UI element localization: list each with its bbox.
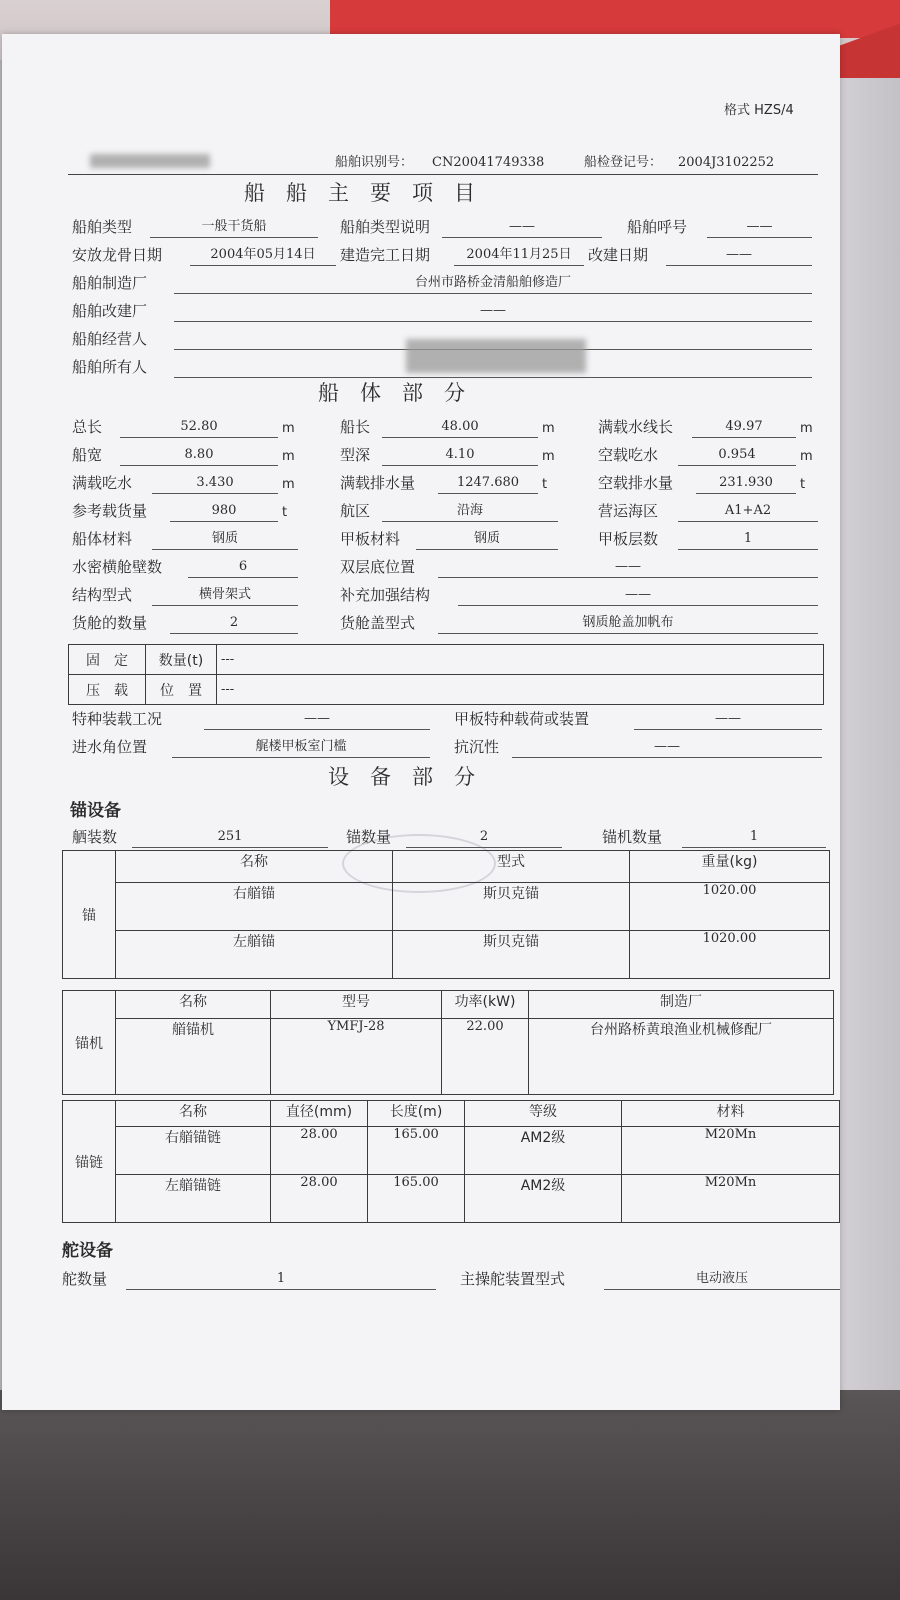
- op-area-value: A1+A2: [724, 503, 772, 518]
- light-disp-label: 空载排水量: [598, 474, 674, 492]
- windlass-table: [62, 990, 834, 1095]
- anchor-count-label: 锚数量: [346, 828, 392, 846]
- beam-label: 船宽: [72, 446, 103, 464]
- keel-date-value: 2004年05月14日: [210, 247, 316, 262]
- windlass-power: 22.00: [442, 1019, 529, 1095]
- windlass-model: YMFJ-28: [271, 1019, 442, 1095]
- full-draft-unit: m: [282, 477, 295, 492]
- windlass-name: 艏锚机: [116, 1019, 271, 1095]
- loa-value: 52.80: [180, 419, 218, 434]
- special-load-label: 特种装载工况: [72, 710, 163, 728]
- underline: [666, 265, 812, 266]
- anchor-row-2-weight: 1020.00: [630, 931, 830, 979]
- underline: [190, 265, 336, 266]
- full-draft-label: 满载吃水: [72, 474, 133, 492]
- underline: [696, 493, 796, 494]
- special-load-value: ——: [304, 711, 330, 726]
- full-disp-value: 1247.680: [456, 475, 520, 490]
- underline: [454, 265, 584, 266]
- chain-header-length: 长度(m): [368, 1101, 465, 1127]
- chain-row-2-grade: AM2级: [465, 1175, 622, 1223]
- flood-angle-value: 艉楼甲板室门槛: [255, 739, 347, 754]
- full-draft-value: 3.430: [196, 475, 234, 490]
- underline: [170, 521, 278, 522]
- area-label: 航区: [340, 502, 371, 520]
- underline: [204, 729, 430, 730]
- section-equipment-title: 设 备 部 分: [328, 765, 475, 789]
- beam-value: 8.80: [184, 447, 214, 462]
- chain-row-1-length: 165.00: [368, 1127, 465, 1175]
- full-disp-unit: t: [542, 477, 548, 492]
- keel-date-label: 安放龙骨日期: [72, 246, 163, 264]
- chain-row-1-name: 右艏锚链: [116, 1127, 271, 1175]
- underline: [132, 847, 328, 848]
- flood-angle-label: 进水角位置: [72, 738, 148, 756]
- area-value: 沿海: [456, 503, 483, 518]
- unsinkable-value: ——: [654, 739, 680, 754]
- ballast-title-2: 压 载: [69, 675, 146, 705]
- chain-table: [62, 1100, 840, 1223]
- structure-label: 结构型式: [72, 586, 133, 604]
- underline: [174, 321, 812, 322]
- anchor-header-name: 名称: [116, 851, 393, 883]
- hatch-label: 货舱盖型式: [340, 614, 416, 632]
- underline: [416, 549, 558, 550]
- anchor-row-1-name: 右艏锚: [116, 883, 393, 931]
- chain-header-grade: 等级: [465, 1101, 622, 1127]
- anchor-row-2-type: 斯贝克锚: [393, 931, 630, 979]
- rudder-count-value: 1: [276, 1271, 286, 1286]
- windlass-header-maker: 制造厂: [529, 991, 834, 1019]
- holds-label: 货舱的数量: [72, 614, 148, 632]
- lwl-value: 49.97: [725, 419, 763, 434]
- underline: [382, 521, 558, 522]
- structure-value: 横骨架式: [198, 587, 251, 602]
- light-disp-unit: t: [800, 477, 806, 492]
- complete-date-value: 2004年11月25日: [466, 247, 572, 262]
- depth-label: 型深: [340, 446, 371, 464]
- redacted-owner: [406, 339, 586, 373]
- unsinkable-label: 抗沉性: [454, 738, 500, 756]
- ship-id-label: 船舶识别号：: [335, 155, 414, 170]
- underline: [382, 465, 538, 466]
- chain-row-2-length: 165.00: [368, 1175, 465, 1223]
- loa-label: 总长: [72, 418, 103, 436]
- table-row: [63, 1127, 840, 1175]
- anchor-row-2-name: 左艏锚: [116, 931, 393, 979]
- chain-header-name: 名称: [116, 1101, 271, 1127]
- deck-layers-value: 1: [743, 531, 753, 546]
- underline: [172, 757, 430, 758]
- cargo-label: 参考载货量: [72, 502, 148, 520]
- rebuild-date-label: 改建日期: [588, 246, 649, 264]
- table-row: [63, 1019, 834, 1095]
- underline: [458, 605, 818, 606]
- underline: [678, 521, 818, 522]
- chain-row-2-material: M20Mn: [622, 1175, 840, 1223]
- complete-date-label: 建造完工日期: [340, 246, 431, 264]
- underline: [604, 1289, 840, 1290]
- underline: [682, 847, 826, 848]
- windlass-side-label: 锚机: [63, 991, 116, 1095]
- call-sign-value: ——: [746, 219, 773, 234]
- windlass-header-model: 型号: [271, 991, 442, 1019]
- underline: [707, 237, 812, 238]
- steering-gear-label: 主操舵装置型式: [460, 1270, 566, 1288]
- op-area-label: 营运海区: [598, 502, 659, 520]
- chain-row-2-diameter: 28.00: [271, 1175, 368, 1223]
- underline: [170, 633, 298, 634]
- outfit-number-label: 舾装数: [72, 828, 118, 846]
- underline: [152, 549, 298, 550]
- ballast-table: [68, 644, 824, 705]
- deck-material-value: 钢质: [473, 531, 500, 546]
- bulkheads-value: 6: [238, 559, 248, 574]
- windlass-count-label: 锚机数量: [602, 828, 663, 846]
- ship-type-value: 一般干货船: [201, 219, 267, 234]
- ballast-pos-label: 位 置: [146, 675, 217, 705]
- windlass-maker: 台州路桥黄琅渔业机械修配厂: [529, 1019, 834, 1095]
- rebuild-date-value: ——: [726, 247, 752, 262]
- table-row: [63, 931, 830, 979]
- form-page: [2, 34, 840, 1410]
- chain-row-2-name: 左艏锚链: [116, 1175, 271, 1223]
- builder-value: 台州市路桥金清船舶修造厂: [414, 275, 571, 290]
- underline: [188, 577, 298, 578]
- ship-id-value: CN20041749338: [432, 155, 545, 170]
- underline: [150, 237, 318, 238]
- table-row: [63, 883, 830, 931]
- loa-unit: m: [282, 421, 295, 436]
- windlass-count-value: 1: [749, 829, 759, 844]
- registration-value: 2004J3102252: [678, 155, 775, 170]
- registration-label: 船检登记号：: [584, 155, 663, 170]
- lwl-label: 满载水线长: [598, 418, 674, 436]
- underline: [382, 437, 538, 438]
- chain-row-1-grade: AM2级: [465, 1127, 622, 1175]
- hull-material-label: 船体材料: [72, 530, 133, 548]
- hatch-value: 钢质舱盖加帆布: [582, 615, 674, 630]
- hull-material-value: 钢质: [211, 531, 238, 546]
- operator-label: 船舶经营人: [72, 330, 148, 348]
- underline: [438, 633, 818, 634]
- full-disp-label: 满载排水量: [340, 474, 416, 492]
- underline: [438, 493, 538, 494]
- lpp-label: 船长: [340, 418, 371, 436]
- underline: [174, 293, 812, 294]
- bulkheads-label: 水密横舱壁数: [72, 558, 163, 576]
- redacted-header: [90, 154, 210, 168]
- section-main-title: 船 船 主 要 项 目: [244, 181, 475, 205]
- underline: [152, 605, 298, 606]
- rebuilder-label: 船舶改建厂: [72, 302, 148, 320]
- anchor-count-value: 2: [479, 829, 489, 844]
- header-rule: [68, 174, 818, 175]
- underline: [120, 437, 278, 438]
- chain-row-1-material: M20Mn: [622, 1127, 840, 1175]
- ballast-qty-value: ---: [217, 645, 824, 675]
- holds-value: 2: [229, 615, 239, 630]
- reinforce-label: 补充加强结构: [340, 586, 431, 604]
- anchor-equipment-title: 锚设备: [70, 801, 121, 821]
- light-draft-value: 0.954: [718, 447, 756, 462]
- anchor-side-label: 锚: [63, 851, 116, 979]
- underline: [634, 729, 822, 730]
- windlass-header-power: 功率(kW): [442, 991, 529, 1019]
- underline: [442, 237, 602, 238]
- underline: [120, 465, 278, 466]
- chain-row-1-diameter: 28.00: [271, 1127, 368, 1175]
- chain-header-material: 材料: [622, 1101, 840, 1127]
- anchor-row-1-weight: 1020.00: [630, 883, 830, 931]
- chain-header-diameter: 直径(mm): [271, 1101, 368, 1127]
- windlass-header-name: 名称: [116, 991, 271, 1019]
- reinforce-value: ——: [625, 587, 651, 602]
- builder-label: 船舶制造厂: [72, 274, 148, 292]
- beam-unit: m: [282, 449, 295, 464]
- underline: [126, 1289, 436, 1290]
- ballast-pos-value: ---: [217, 675, 824, 705]
- ship-type-desc-value: ——: [509, 219, 535, 234]
- depth-value: 4.10: [445, 447, 475, 462]
- cargo-value: 980: [211, 503, 237, 518]
- lpp-value: 48.00: [441, 419, 479, 434]
- ship-type-label: 船舶类型: [72, 218, 133, 236]
- section-hull-title: 船 体 部 分: [318, 381, 465, 405]
- underline: [678, 549, 818, 550]
- underline: [678, 465, 796, 466]
- background-red-folder: [330, 0, 900, 38]
- anchor-table: [62, 850, 830, 979]
- deck-load-label: 甲板特种载荷或装置: [454, 710, 590, 728]
- form-code: 格式 HZS/4: [724, 103, 794, 118]
- underline: [512, 757, 822, 758]
- double-bottom-value: ——: [615, 559, 641, 574]
- light-disp-value: 231.930: [719, 475, 773, 490]
- rebuilder-value: ——: [480, 303, 506, 318]
- table-row: [63, 1175, 840, 1223]
- light-draft-label: 空载吃水: [598, 446, 659, 464]
- rudder-count-label: 舵数量: [62, 1270, 108, 1288]
- double-bottom-label: 双层底位置: [340, 558, 416, 576]
- underline: [692, 437, 796, 438]
- underline: [152, 493, 278, 494]
- owner-label: 船舶所有人: [72, 358, 148, 376]
- chain-side-label: 锚链: [63, 1101, 116, 1223]
- light-draft-unit: m: [800, 449, 813, 464]
- underline: [174, 377, 812, 378]
- underline: [438, 577, 818, 578]
- outfit-number-value: 251: [217, 829, 243, 844]
- anchor-row-1-type: 斯贝克锚: [393, 883, 630, 931]
- ballast-title-1: 固 定: [69, 645, 146, 675]
- depth-unit: m: [542, 449, 555, 464]
- anchor-header-type: 型式: [393, 851, 630, 883]
- call-sign-label: 船舶呼号: [627, 218, 688, 236]
- rudder-equipment-title: 舵设备: [62, 1241, 113, 1261]
- lwl-unit: m: [800, 421, 813, 436]
- lpp-unit: m: [542, 421, 555, 436]
- anchor-header-weight: 重量(kg): [630, 851, 830, 883]
- ballast-qty-label: 数量(t): [146, 645, 217, 675]
- steering-gear-value: 电动液压: [695, 1271, 748, 1286]
- deck-load-value: ——: [715, 711, 741, 726]
- deck-layers-label: 甲板层数: [598, 530, 659, 548]
- deck-material-label: 甲板材料: [340, 530, 401, 548]
- background-table-surface: [0, 1390, 900, 1600]
- cargo-unit: t: [282, 505, 288, 520]
- ship-type-desc-label: 船舶类型说明: [340, 218, 431, 236]
